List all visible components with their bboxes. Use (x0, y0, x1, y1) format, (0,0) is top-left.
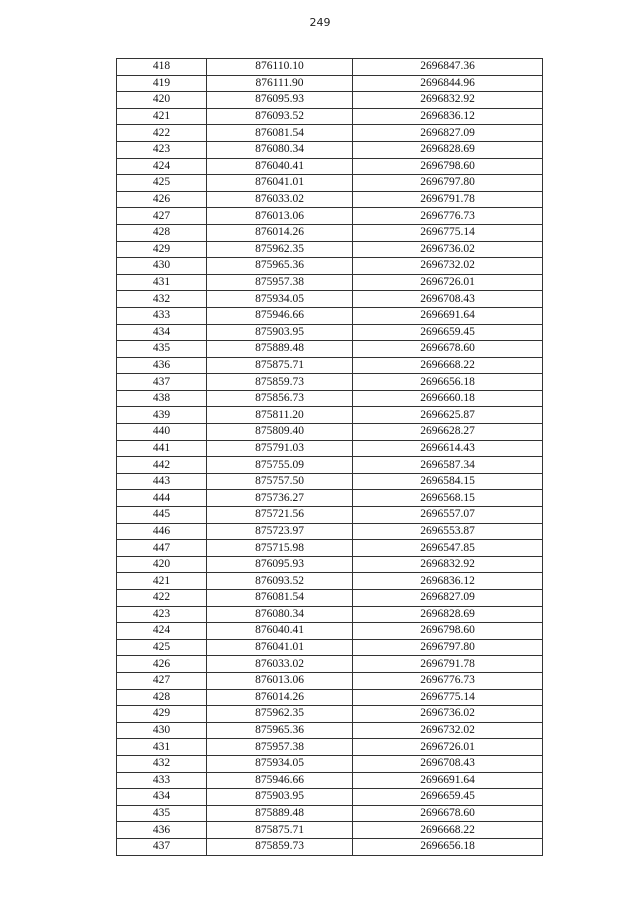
point-number-cell: 446 (117, 523, 207, 540)
point-number-cell: 419 (117, 75, 207, 92)
x-coordinate-cell: 875856.73 (207, 390, 353, 407)
point-number-cell: 435 (117, 341, 207, 358)
y-coordinate-cell: 2696827.09 (353, 590, 543, 607)
y-coordinate-cell: 2696832.92 (353, 92, 543, 109)
table-row (117, 540, 543, 557)
y-coordinate-cell: 2696668.22 (353, 822, 543, 839)
table-row (117, 772, 543, 789)
x-coordinate-cell: 876013.06 (207, 208, 353, 225)
x-coordinate-cell: 876033.02 (207, 191, 353, 208)
table-row (117, 241, 543, 258)
point-number-cell: 428 (117, 224, 207, 241)
x-coordinate-cell: 875723.97 (207, 523, 353, 540)
y-coordinate-cell: 2696791.78 (353, 656, 543, 673)
x-coordinate-cell: 876041.01 (207, 175, 353, 192)
y-coordinate-cell: 2696726.01 (353, 739, 543, 756)
x-coordinate-cell: 875721.56 (207, 507, 353, 524)
point-number-cell: 429 (117, 706, 207, 723)
point-number-cell: 437 (117, 374, 207, 391)
x-coordinate-cell: 875875.71 (207, 822, 353, 839)
table-row (117, 108, 543, 125)
table-row (117, 755, 543, 772)
y-coordinate-cell: 2696678.60 (353, 805, 543, 822)
point-number-cell: 425 (117, 175, 207, 192)
point-number-cell: 423 (117, 606, 207, 623)
y-coordinate-cell: 2696656.18 (353, 374, 543, 391)
table-row (117, 507, 543, 524)
x-coordinate-cell: 875957.38 (207, 274, 353, 291)
table-row (117, 805, 543, 822)
point-number-cell: 424 (117, 623, 207, 640)
table-row (117, 722, 543, 739)
point-number-cell: 442 (117, 457, 207, 474)
x-coordinate-cell: 876110.10 (207, 59, 353, 76)
y-coordinate-cell: 2696732.02 (353, 258, 543, 275)
table-row (117, 689, 543, 706)
x-coordinate-cell: 876080.34 (207, 141, 353, 158)
x-coordinate-cell: 875903.95 (207, 789, 353, 806)
point-number-cell: 444 (117, 490, 207, 507)
y-coordinate-cell: 2696659.45 (353, 324, 543, 341)
y-coordinate-cell: 2696736.02 (353, 241, 543, 258)
table-row (117, 789, 543, 806)
coordinates-table (116, 58, 543, 856)
point-number-cell: 424 (117, 158, 207, 175)
x-coordinate-cell: 876040.41 (207, 158, 353, 175)
table-row (117, 490, 543, 507)
table-row (117, 556, 543, 573)
x-coordinate-cell: 875934.05 (207, 755, 353, 772)
point-number-cell: 432 (117, 755, 207, 772)
y-coordinate-cell: 2696828.69 (353, 606, 543, 623)
table-row (117, 672, 543, 689)
table-row (117, 639, 543, 656)
y-coordinate-cell: 2696568.15 (353, 490, 543, 507)
x-coordinate-cell: 875946.66 (207, 307, 353, 324)
table-row (117, 341, 543, 358)
y-coordinate-cell: 2696827.09 (353, 125, 543, 142)
x-coordinate-cell: 876095.93 (207, 556, 353, 573)
table-row (117, 92, 543, 109)
table-row (117, 606, 543, 623)
table-row (117, 838, 543, 855)
x-coordinate-cell: 876095.93 (207, 92, 353, 109)
point-number-cell: 429 (117, 241, 207, 258)
x-coordinate-cell: 875736.27 (207, 490, 353, 507)
x-coordinate-cell: 875965.36 (207, 258, 353, 275)
point-number-cell: 427 (117, 208, 207, 225)
table-row (117, 590, 543, 607)
point-number-cell: 436 (117, 357, 207, 374)
y-coordinate-cell: 2696776.73 (353, 672, 543, 689)
table-row (117, 424, 543, 441)
x-coordinate-cell: 875859.73 (207, 838, 353, 855)
table-row (117, 457, 543, 474)
table-row (117, 75, 543, 92)
point-number-cell: 418 (117, 59, 207, 76)
y-coordinate-cell: 2696847.36 (353, 59, 543, 76)
x-coordinate-cell: 875715.98 (207, 540, 353, 557)
point-number-cell: 447 (117, 540, 207, 557)
x-coordinate-cell: 875859.73 (207, 374, 353, 391)
table-row (117, 706, 543, 723)
x-coordinate-cell: 875889.48 (207, 341, 353, 358)
x-coordinate-cell: 876093.52 (207, 573, 353, 590)
y-coordinate-cell: 2696587.34 (353, 457, 543, 474)
point-number-cell: 438 (117, 390, 207, 407)
y-coordinate-cell: 2696797.80 (353, 175, 543, 192)
table-row (117, 523, 543, 540)
point-number-cell: 430 (117, 722, 207, 739)
y-coordinate-cell: 2696832.92 (353, 556, 543, 573)
x-coordinate-cell: 875811.20 (207, 407, 353, 424)
x-coordinate-cell: 875809.40 (207, 424, 353, 441)
table-row (117, 141, 543, 158)
table-row (117, 656, 543, 673)
point-number-cell: 431 (117, 739, 207, 756)
point-number-cell: 434 (117, 789, 207, 806)
y-coordinate-cell: 2696798.60 (353, 158, 543, 175)
point-number-cell: 443 (117, 473, 207, 490)
point-number-cell: 422 (117, 590, 207, 607)
y-coordinate-cell: 2696708.43 (353, 291, 543, 308)
table-row (117, 274, 543, 291)
table-row (117, 573, 543, 590)
x-coordinate-cell: 876081.54 (207, 125, 353, 142)
point-number-cell: 436 (117, 822, 207, 839)
point-number-cell: 435 (117, 805, 207, 822)
y-coordinate-cell: 2696836.12 (353, 108, 543, 125)
x-coordinate-cell: 876041.01 (207, 639, 353, 656)
point-number-cell: 428 (117, 689, 207, 706)
table-row (117, 291, 543, 308)
y-coordinate-cell: 2696775.14 (353, 689, 543, 706)
x-coordinate-cell: 875889.48 (207, 805, 353, 822)
point-number-cell: 420 (117, 92, 207, 109)
y-coordinate-cell: 2696844.96 (353, 75, 543, 92)
y-coordinate-cell: 2696557.07 (353, 507, 543, 524)
x-coordinate-cell: 875755.09 (207, 457, 353, 474)
y-coordinate-cell: 2696691.64 (353, 307, 543, 324)
y-coordinate-cell: 2696678.60 (353, 341, 543, 358)
x-coordinate-cell: 875946.66 (207, 772, 353, 789)
x-coordinate-cell: 875791.03 (207, 440, 353, 457)
table-row (117, 175, 543, 192)
table-row (117, 59, 543, 76)
table-row (117, 258, 543, 275)
x-coordinate-cell: 875962.35 (207, 241, 353, 258)
point-number-cell: 433 (117, 772, 207, 789)
y-coordinate-cell: 2696736.02 (353, 706, 543, 723)
table-row (117, 208, 543, 225)
y-coordinate-cell: 2696828.69 (353, 141, 543, 158)
point-number-cell: 431 (117, 274, 207, 291)
y-coordinate-cell: 2696614.43 (353, 440, 543, 457)
x-coordinate-cell: 876081.54 (207, 590, 353, 607)
x-coordinate-cell: 875903.95 (207, 324, 353, 341)
x-coordinate-cell: 876033.02 (207, 656, 353, 673)
point-number-cell: 439 (117, 407, 207, 424)
x-coordinate-cell: 876080.34 (207, 606, 353, 623)
x-coordinate-cell: 875957.38 (207, 739, 353, 756)
table-row (117, 440, 543, 457)
point-number-cell: 423 (117, 141, 207, 158)
y-coordinate-cell: 2696798.60 (353, 623, 543, 640)
y-coordinate-cell: 2696659.45 (353, 789, 543, 806)
x-coordinate-cell: 876013.06 (207, 672, 353, 689)
table-row (117, 191, 543, 208)
x-coordinate-cell: 875757.50 (207, 473, 353, 490)
x-coordinate-cell: 875965.36 (207, 722, 353, 739)
page-number: 249 (309, 16, 331, 29)
y-coordinate-cell: 2696836.12 (353, 573, 543, 590)
point-number-cell: 426 (117, 191, 207, 208)
table-row (117, 407, 543, 424)
y-coordinate-cell: 2696660.18 (353, 390, 543, 407)
point-number-cell: 427 (117, 672, 207, 689)
y-coordinate-cell: 2696791.78 (353, 191, 543, 208)
point-number-cell: 422 (117, 125, 207, 142)
x-coordinate-cell: 875962.35 (207, 706, 353, 723)
y-coordinate-cell: 2696668.22 (353, 357, 543, 374)
x-coordinate-cell: 876014.26 (207, 689, 353, 706)
table-row (117, 390, 543, 407)
point-number-cell: 420 (117, 556, 207, 573)
point-number-cell: 433 (117, 307, 207, 324)
point-number-cell: 441 (117, 440, 207, 457)
point-number-cell: 432 (117, 291, 207, 308)
coordinates-table-body (117, 59, 543, 856)
table-row (117, 374, 543, 391)
x-coordinate-cell: 875875.71 (207, 357, 353, 374)
y-coordinate-cell: 2696628.27 (353, 424, 543, 441)
y-coordinate-cell: 2696691.64 (353, 772, 543, 789)
point-number-cell: 430 (117, 258, 207, 275)
point-number-cell: 437 (117, 838, 207, 855)
point-number-cell: 421 (117, 108, 207, 125)
y-coordinate-cell: 2696775.14 (353, 224, 543, 241)
y-coordinate-cell: 2696776.73 (353, 208, 543, 225)
table-row (117, 158, 543, 175)
table-row (117, 623, 543, 640)
y-coordinate-cell: 2696797.80 (353, 639, 543, 656)
y-coordinate-cell: 2696625.87 (353, 407, 543, 424)
x-coordinate-cell: 876093.52 (207, 108, 353, 125)
table-row (117, 324, 543, 341)
x-coordinate-cell: 876014.26 (207, 224, 353, 241)
y-coordinate-cell: 2696656.18 (353, 838, 543, 855)
table-row (117, 125, 543, 142)
y-coordinate-cell: 2696732.02 (353, 722, 543, 739)
point-number-cell: 425 (117, 639, 207, 656)
table-row (117, 473, 543, 490)
x-coordinate-cell: 876111.90 (207, 75, 353, 92)
table-row (117, 224, 543, 241)
x-coordinate-cell: 876040.41 (207, 623, 353, 640)
table-row (117, 357, 543, 374)
x-coordinate-cell: 875934.05 (207, 291, 353, 308)
y-coordinate-cell: 2696584.15 (353, 473, 543, 490)
table-row (117, 307, 543, 324)
table-row (117, 822, 543, 839)
point-number-cell: 440 (117, 424, 207, 441)
point-number-cell: 445 (117, 507, 207, 524)
y-coordinate-cell: 2696547.85 (353, 540, 543, 557)
point-number-cell: 434 (117, 324, 207, 341)
y-coordinate-cell: 2696553.87 (353, 523, 543, 540)
point-number-cell: 421 (117, 573, 207, 590)
table-row (117, 739, 543, 756)
point-number-cell: 426 (117, 656, 207, 673)
y-coordinate-cell: 2696708.43 (353, 755, 543, 772)
y-coordinate-cell: 2696726.01 (353, 274, 543, 291)
